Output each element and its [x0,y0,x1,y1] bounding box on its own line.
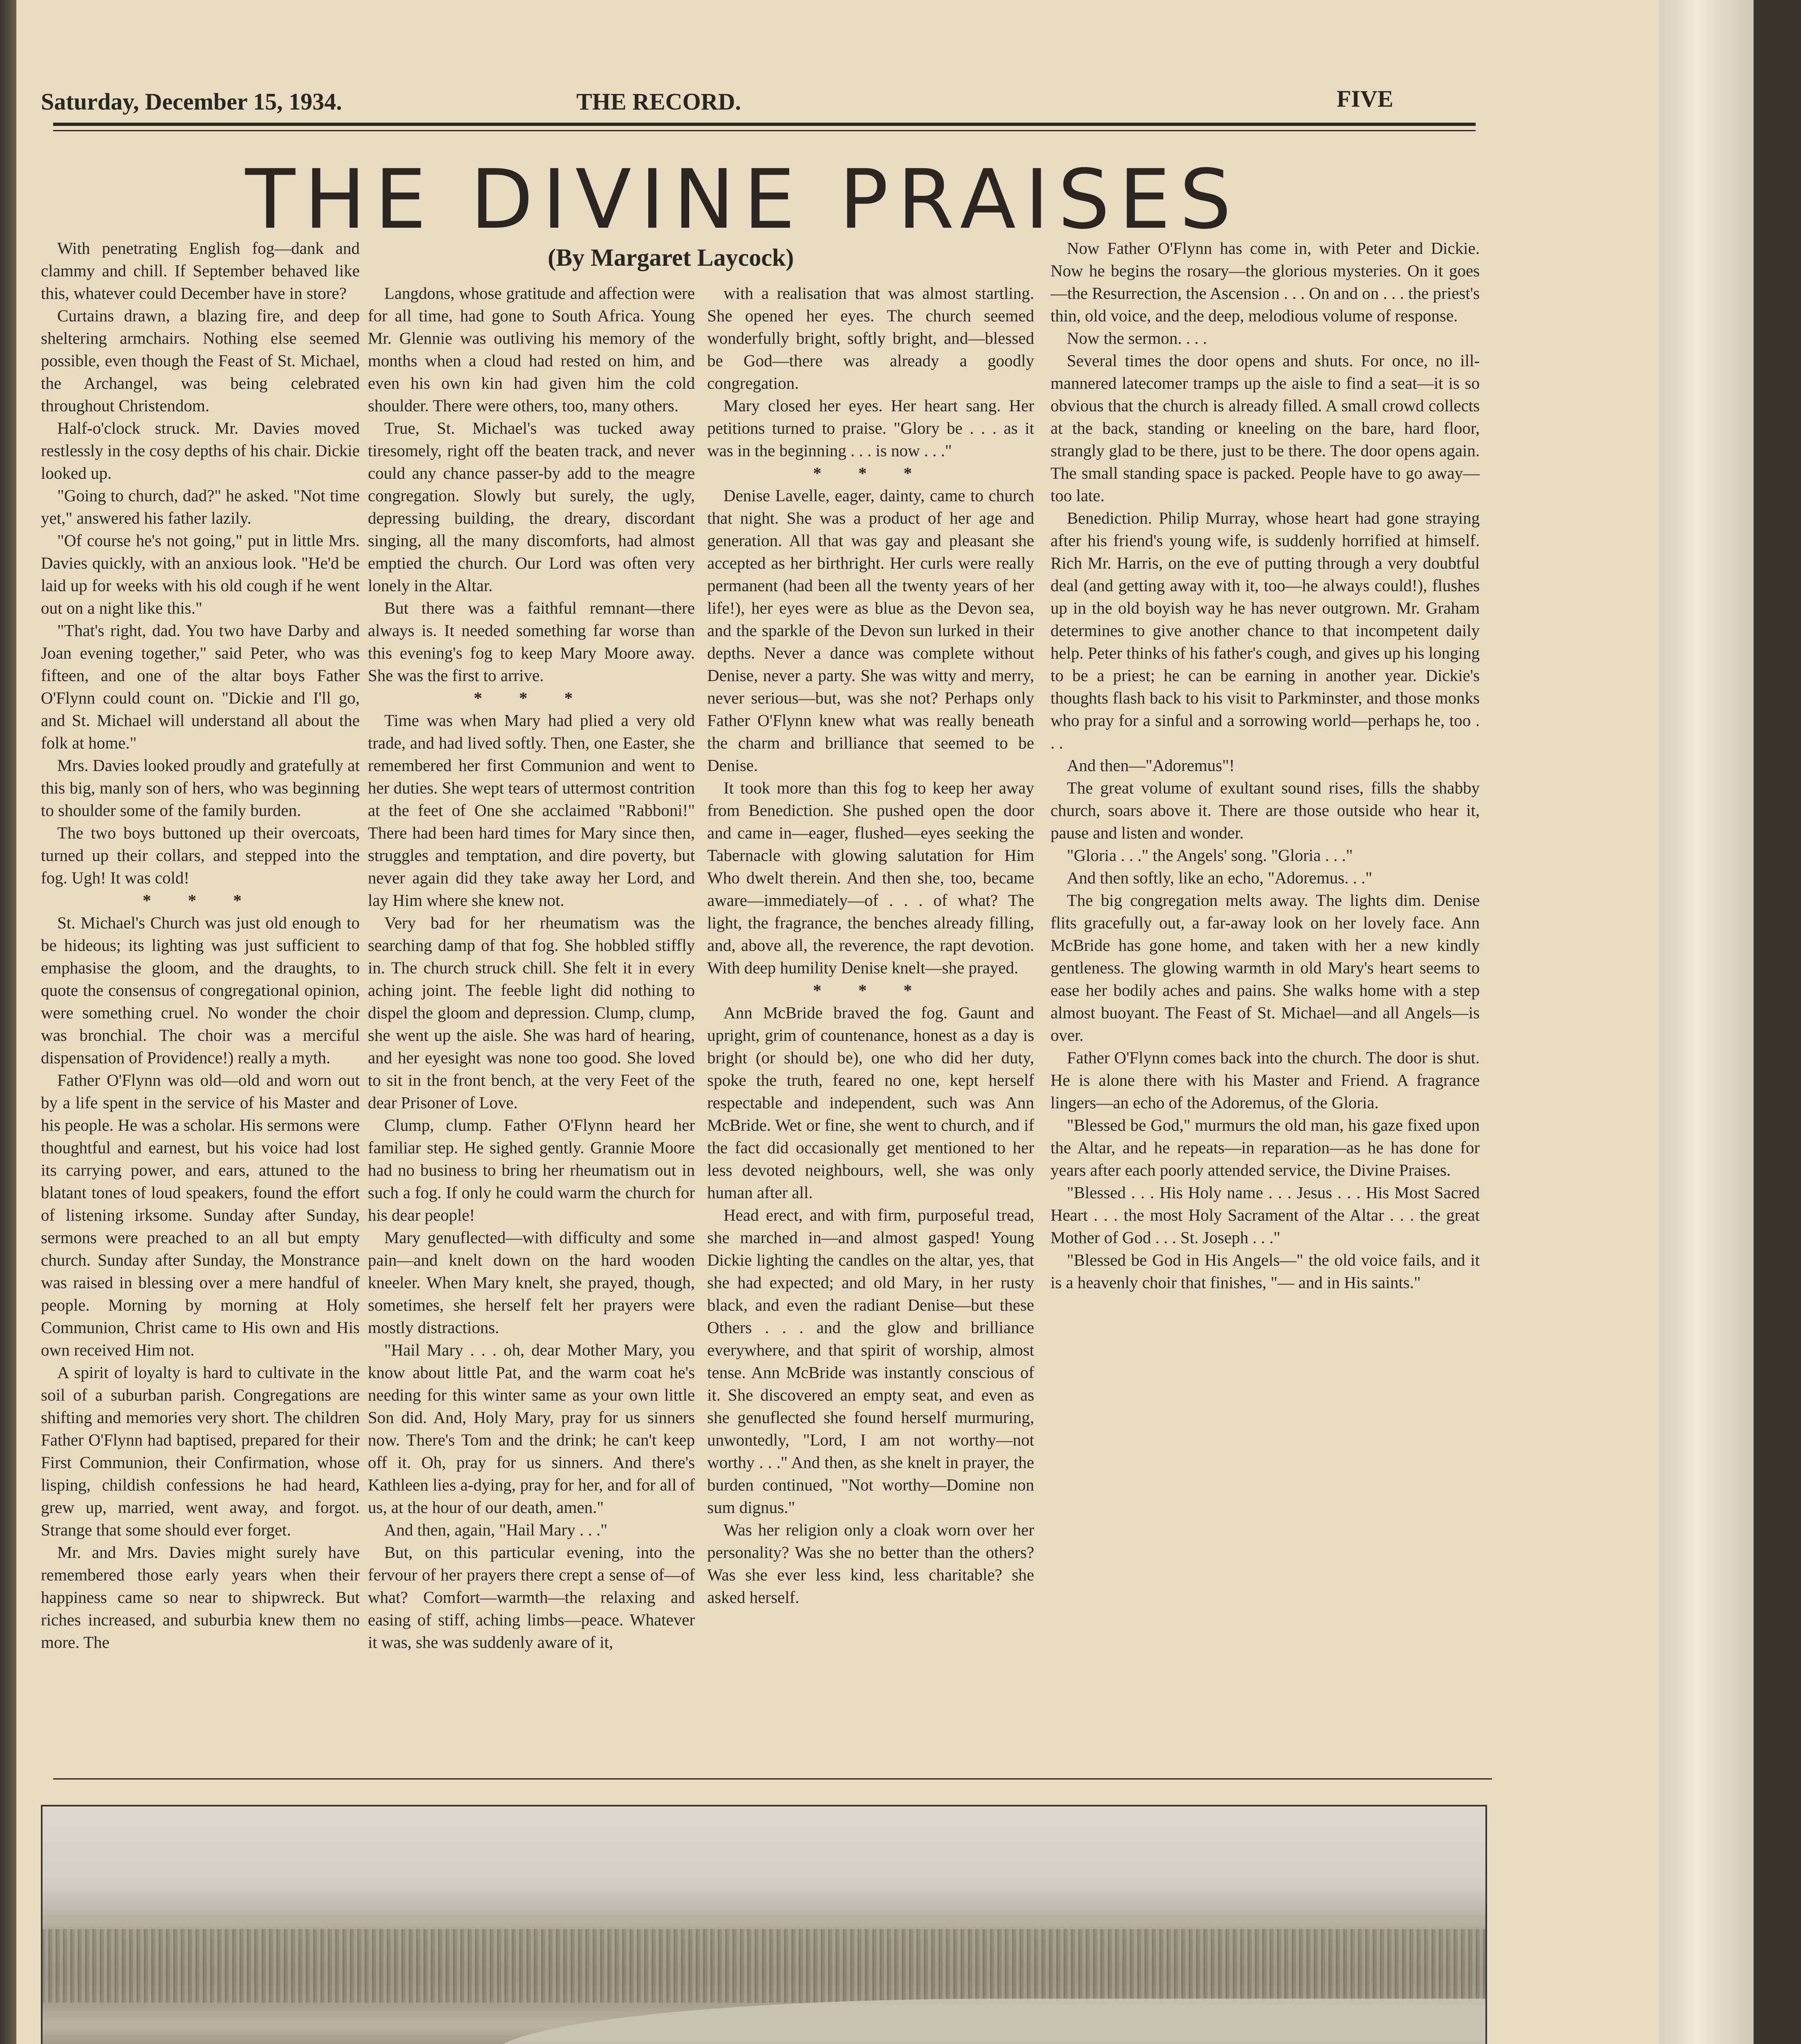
article-paragraph: Now Father O'Flynn has come in, with Peter and Dickie. Now he begins the rosary—the glorious mysteries. On it goes—the Resurrection, the Ascension . . . On and on . . . the priest's thin, old voice, and the deep, melodious volume of response. [1051,239,1480,325]
photo-top-rule [53,1778,1492,1780]
article-column-3 [707,282,1034,1758]
article-paragraph: Mr. and Mrs. Davies might surely have remembered those early years when their happiness came so near to shipwreck. But riches increased, and suburbia knew them no more. The [41,1543,360,1652]
section-divider-stars: * * * [813,464,928,482]
article-paragraph: Father O'Flynn was old—old and worn out by a life spent in the service of his Master and his people. He was a scholar. His sermons were thoughtful and earnest, but his voice had lost its carrying power, and ears, attuned to the blatant tones of loud speakers, found the effort of listening irksome. Sunday after Sunday, sermons were preached to an all but empty church. Sunday after Sunday, the Monstrance was raised in blessing over a mere handful of people. Morning by morning at Holy Communion, Christ came to His own and His own received Him not. [41,1071,360,1359]
header-date: Saturday, December 15, 1934. [41,88,342,115]
article-paragraph: Curtains drawn, a blazing fire, and deep sheltering armchairs. Nothing else seemed possible, even though the Feast of St. Michael, the Archangel, was being celebrated throughout Christendom. [41,306,360,415]
article-paragraph: Mrs. Davies looked proudly and gratefully at this big, manly son of hers, who was beginning to shoulder some of the family burden. [41,756,360,820]
article-paragraph: with a realisation that was almost startling. She opened her eyes. The church seemed wonderfully bright, softly bright, and—blessed be God—there was already a goodly congregation. [707,284,1034,392]
perth-panorama-photo [41,1805,1487,2044]
section-divider-stars: * * * [143,891,258,910]
article-paragraph: Father O'Flynn comes back into the church. The door is shut. He is alone there with his Master and Friend. A fragrance lingers—an echo of the Adoremus, of the Gloria. [1051,1048,1480,1112]
article-column-4 [1051,237,1480,1758]
newspaper-page [16,0,1660,2044]
article-paragraph: "Gloria . . ." the Angels' song. "Gloria . . ." [1067,846,1353,865]
scan-background [1754,0,1801,2044]
article-paragraph: And then—"Adoremus"! [1067,756,1235,775]
article-paragraph: It took more than this fog to keep her away from Benediction. She pushed open the door and came in—eager, flushed—eyes seeking the Tabernacle with glowing salutation for Him Who dwelt therein. And then she, too, became aware—immediately—of . . . of what? The light, the fragrance, the benches already filling, and, above all, the reverence, the rapt devotion. With deep humility Denise knelt—she prayed. [707,778,1034,977]
header-rule-thick [53,123,1476,126]
article-column-2 [368,282,695,1758]
article-paragraph: But there was a faithful remnant—there always is. It needed something far worse than this evening's fog to keep Mary Moore away. She was the first to arrive. [368,598,695,685]
photo-city-band [43,1929,1485,2003]
article-paragraph: True, St. Michael's was tucked away tiresomely, right off the beaten track, and never could any chance passer-by add to the meagre congregation. Slowly but surely, the ugly, depressing building, the dreary, discordant singing, all the many discomforts, had almost emptied the church. Our Lord was often very lonely in the Altar. [368,419,695,595]
article-paragraph: "Hail Mary . . . oh, dear Mother Mary, you know about little Pat, and the warm coat he's needing for this winter same as your own little Son did. And, Holy Mary, pray for us sinners now. There's Tom and the drink; he can't keep off it. Oh, pray for us sinners. And there's Kathleen lies a-dying, pray for her, and for all of us, at the hour of our death, amen." [368,1340,695,1517]
article-paragraph: And then softly, like an echo, "Adoremus. . ." [1067,868,1373,887]
article-paragraph: "Blessed be God in His Angels—" the old voice fails, and it is a heavenly choir that finishes, "— and in His saints." [1051,1251,1480,1292]
article-paragraph: "Blessed . . . His Holy name . . . Jesus . . . His Most Sacred Heart . . . the most Holy Sacrament of the Altar . . . the great Mother of God . . . St. Joseph . . ." [1051,1183,1480,1247]
page-stack-edge [1660,0,1754,2044]
article-paragraph: A spirit of loyalty is hard to cultivate in the soil of a suburban parish. Congregations are shifting and memories very short. The children Father O'Flynn had baptised, prepared for their First Communion, their Confirmation, whose lisping, childish confessions he had heard, grew up, married, went away, and forgot. Strange that some should ever forget. [41,1363,360,1539]
article-paragraph: "Going to church, dad?" he asked. "Not time yet," answered his father lazily. [41,486,360,527]
article-paragraph: Was her religion only a cloak worn over her personality? Was she no better than the others? Was she ever less kind, less charitable? she asked herself. [707,1520,1034,1607]
article-paragraph: Several times the door opens and shuts. For once, no ill-mannered latecomer tramps up the aisle to find a seat—it is so obvious that the church is already filled. A small crowd collects at the back, standing or kneeling on the bare, hard floor, strangly glad to be there, just to be there. The door opens again. The small standing space is packed. People have to go away—too late. [1051,351,1480,505]
article-paragraph: "That's right, dad. You two have Darby and Joan evening together," said Peter, who was fifteen, and one of the altar boys Father O'Flynn could count on. "Dickie and I'll go, and St. Michael will understand all about the folk at home." [41,621,360,752]
article-paragraph: Head erect, and with firm, purposeful tread, she marched in—and almost gasped! Young Dickie lighting the candles on the altar, yes, that she had expected; and old Mary, in her rusty black, and even the radiant Denise—but these Others . . . and the glow and brilliance everywhere, and that spirit of worship, almost tense. Ann McBride was instantly conscious of it. She discovered an empty seat, and even as she genuflected she found herself murmuring, unwontedly, "Lord, I am not worthy—not worthy . . ." And then, as she knelt in prayer, the burden continued, "Not worthy—Domine non sum dignus." [707,1206,1034,1517]
header-page-number: FIVE [1337,85,1393,112]
article-column-1 [41,237,360,1758]
article-paragraph: Clump, clump. Father O'Flynn heard her familiar step. He sighed gently. Grannie Moore had no business to bring her rheumatism out in such a fog. If only he could warm the church for his dear people! [368,1116,695,1224]
article-paragraph: Now the sermon. . . . [1067,329,1207,347]
article-paragraph: The big congregation melts away. The lights dim. Denise flits gracefully out, a far-away look on her lovely face. Ann McBride has gone home, and taken with her a new kindly gentleness. The glowing warmth in old Mary's heart seems to ease her bodily aches and pains. She walks home with a step almost buoyant. The Feast of St. Michael—and all Angels—is over. [1051,891,1480,1044]
article-paragraph: The two boys buttoned up their overcoats, turned up their collars, and stepped into the fog. Ugh! It was cold! [41,823,360,887]
article-paragraph: Mary closed her eyes. Her heart sang. Her petitions turned to praise. "Glory be . . . as it was in the beginning . . . is now . . ." [707,396,1034,460]
section-divider-stars: * * * [813,981,928,1000]
article-paragraph: Langdons, whose gratitude and affection were for all time, had gone to South Africa. Young Mr. Glennie was outliving his memory of the months when a cloud had rested on him, and even his own kin had given him the cold shoulder. There were others, too, many others. [368,284,695,415]
article-paragraph: With penetrating English fog—dank and clammy and chill. If September behaved like this, whatever could December have in store? [41,239,360,303]
header-rule-thin [53,130,1476,131]
article-paragraph: And then, again, "Hail Mary . . ." [384,1520,607,1539]
article-paragraph: The great volume of exultant sound rises, fills the shabby church, soars above it. There are those outside who hear it, pause and listen and wonder. [1051,778,1480,842]
header-paper-name: THE RECORD. [576,88,741,115]
article-byline: (By Margaret Laycock) [548,244,794,271]
article-paragraph: Mary genuflected—with difficulty and some pain—and knelt down on the hard wooden kneeler. When Mary knelt, she prayed, though, sometimes, she herself felt her prayers were mostly distractions. [368,1228,695,1337]
article-paragraph: Time was when Mary had plied a very old trade, and had lived softly. Then, one Easter, she remembered her first Communion and went to her duties. She wept tears of uttermost contrition at the feet of One she acclaimed "Rabboni!" There had been hard times for Mary since then, struggles and temptation, and dire poverty, but never again did they take away her Lord, and lay Him where she knew not. [368,711,695,910]
article-paragraph: St. Michael's Church was just old enough to be hideous; its lighting was just sufficient to emphasise the gloom, and the draughts, to quote the consensus of congregational opinion, were something cruel. No wonder the choir was bronchial. The choir was a merciful dispensation of Providence!) really a myth. [41,913,360,1067]
article-paragraph: Benediction. Philip Murray, whose heart had gone straying after his friend's young wife, is suddenly horrified at himself. Rich Mr. Harris, on the eve of putting through a very doubtful deal (and getting away with it, too—he always could!), flushes up in the old boyish way he has never outgrown. Mr. Graham determines to give another chance to that incompetent daily help. Peter thinks of his father's cough, and gives up his longing to be a priest; he can be earning in another year. Dickie's thoughts flash back to his visit to Parkminster, and those monks who pray for a sinful and a sorrowing world—perhaps he, too . . . [1051,509,1480,752]
photo-river [492,1999,1487,2044]
article-paragraph: Ann McBride braved the fog. Gaunt and upright, grim of countenance, honest as a day is bright (or should be), one who did her duty, spoke the truth, feared no one, kept herself respectable and independent, such was Ann McBride. Wet or fine, she went to church, and if the fact did occasionally get mentioned to her less devoted neighbours, well, she was only human after all. [707,1003,1034,1202]
article-paragraph: But, on this particular evening, into the fervour of her prayers there crept a sense of—of what? Comfort—warmth—the relaxing and easing of stiff, aching limbs—peace. Whatever it was, she was suddenly aware of it, [368,1543,695,1652]
article-title: THE DIVINE PRAISES [245,152,1241,247]
article-paragraph: Very bad for her rheumatism was the searching damp of that fog. She hobbled stiffly in. The church struck chill. She felt it in every aching joint. The feeble light did nothing to dispel the gloom and depression. Clump, clump, she went up the aisle. She was hard of hearing, and her eyesight was none too good. She loved to sit in the front bench, at the very Feet of the dear Prisoner of Love. [368,913,695,1112]
article-paragraph: Half-o'clock struck. Mr. Davies moved restlessly in the cosy depths of his chair. Dickie looked up. [41,419,360,482]
article-paragraph: "Blessed be God," murmurs the old man, his gaze fixed upon the Altar, and he repeats—in reparation—as he has done for years after each poorly attended service, the Divine Praises. [1051,1116,1480,1179]
article-paragraph: Denise Lavelle, eager, dainty, came to church that night. She was a product of her age and generation. All that was gay and pleasant she accepted as her birthright. Her curls were really permanent (had been all the twenty years of her life!), her eyes were as blue as the Devon sea, and the sparkle of the Devon sun lurked in their depths. Never a dance was complete without Denise, never a party. She was witty and merry, never serious—but, was she not? Perhaps only Father O'Flynn knew what was really beneath the charm and brilliance that seemed to be Denise. [707,486,1034,775]
section-divider-stars: * * * [474,688,589,707]
article-paragraph: "Of course he's not going," put in little Mrs. Davies quickly, with an anxious look. "He'd be laid up for weeks with his old cough if he went out on a night like this." [41,531,360,617]
